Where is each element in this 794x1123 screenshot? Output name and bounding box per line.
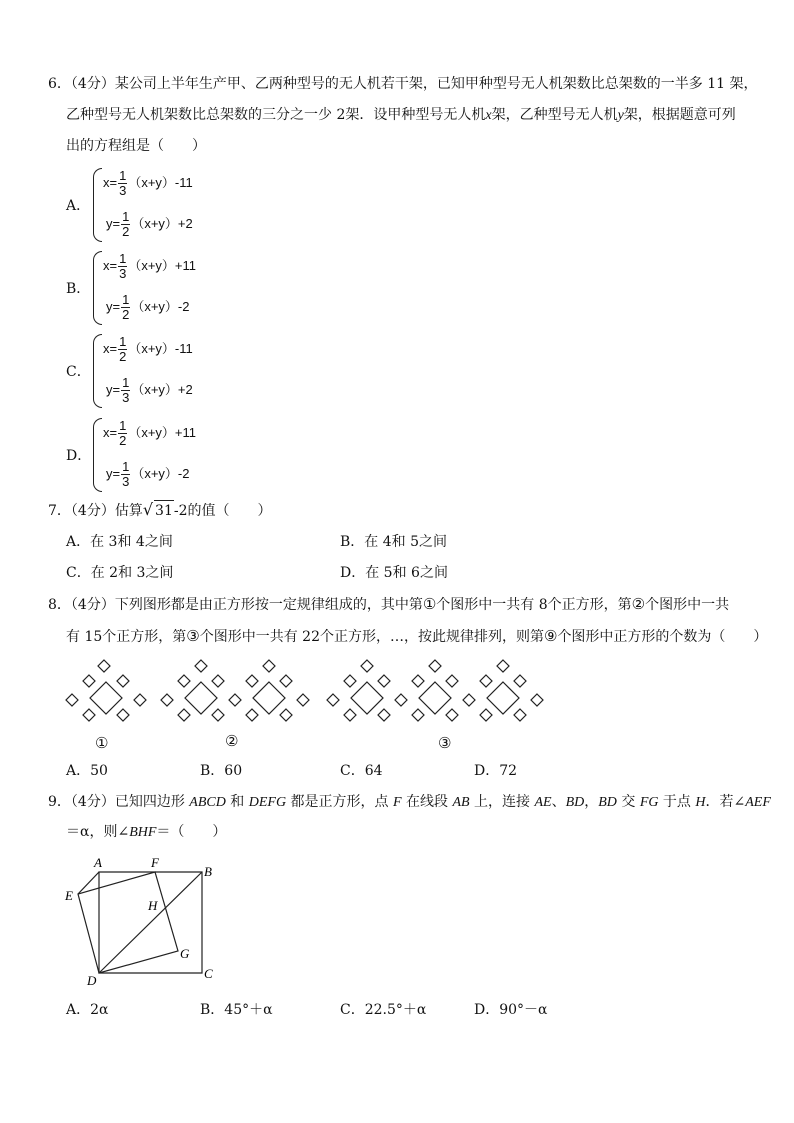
q6-option-a-letter: A．	[66, 198, 91, 214]
q6-option-c-brace	[93, 334, 102, 408]
label-h: H	[148, 898, 158, 913]
q7-option-d[interactable]: D．在 5和 6之间	[340, 565, 448, 581]
q8-pattern-3	[327, 660, 543, 721]
square-defg	[78, 872, 178, 973]
q6-line3: 出的方程组是（ ）	[66, 138, 206, 154]
q8-option-d[interactable]: D．72	[474, 763, 518, 779]
circled-9-icon: ⑨	[543, 627, 558, 645]
q6-line2-a: 乙种型号无人机架数比总架数的三分之一少 2架．设甲种型号无人机	[66, 107, 486, 123]
label-f: F	[151, 855, 159, 870]
q8-option-c[interactable]: C．64	[340, 763, 383, 779]
q9-figure	[60, 850, 240, 990]
q6-var-y: y	[617, 108, 624, 123]
q9-option-d[interactable]: D．90°－α	[474, 1002, 548, 1018]
q6-option-d-letter: D．	[66, 448, 92, 464]
q6-option-b-eq1: x= $\frac{1}{3}$ （x+y）+11	[103, 251, 197, 281]
q8-line2: 有 15个正方形，第③个图形中一共有 22个正方形，…，按此规律排列，则第⑨个图形中正方形的个数为（ ）	[66, 627, 768, 645]
q6-line2-b: 架，乙种型号无人机	[491, 107, 618, 123]
q8-option-a[interactable]: A．50	[66, 763, 108, 779]
q7-option-a[interactable]: A．在 3和 4之间	[66, 534, 173, 550]
q9-line2: ＝α，则∠BHF＝（ ）	[66, 824, 227, 840]
q7-option-c[interactable]: C．在 2和 3之间	[66, 565, 174, 581]
q9-option-a[interactable]: A．2α	[66, 1002, 109, 1018]
q7-stem	[48, 500, 272, 521]
label-c: C	[204, 966, 213, 981]
q6-option-d-eq1: x= $\frac{1}{2}$ （x+y）+11	[103, 418, 197, 448]
q6-option-b-eq2: y= $\frac{1}{2}$ （x+y）-2	[106, 292, 190, 322]
q8-figure	[0, 650, 794, 770]
q6-line1: 6．（4分）某公司上半年生产甲、乙两种型号的无人机若干架，已知甲种型号无人机架数比总架数的一半多 11 架，	[48, 76, 758, 92]
q6-option-a-brace	[93, 168, 102, 242]
label-b: B	[204, 864, 212, 879]
circled-2-icon: ②	[631, 595, 646, 613]
q8-figure-label-1: ①	[95, 734, 109, 752]
q8-pattern-1	[66, 660, 146, 721]
q9-option-b[interactable]: B．45°＋α	[200, 1002, 273, 1018]
q6-option-c-eq1: x= $\frac{1}{2}$ （x+y）-11	[103, 334, 193, 364]
q9-line1: 9．（4分）已知四边形 ABCD 和 DEFG 都是正方形，点 F 在线段 AB 上，连接 AE、BD，BD 交 FG 于点 H．若∠AEF	[48, 794, 771, 810]
q6-line2	[66, 105, 736, 126]
q6-option-d-brace	[93, 418, 102, 492]
q8-option-b[interactable]: B．60	[200, 763, 243, 779]
label-a: A	[94, 855, 102, 870]
q6-option-b-brace	[93, 251, 102, 325]
q6-option-b-letter: B．	[66, 281, 91, 297]
q6-var-x: x	[485, 108, 492, 123]
q8-figure-label-2: ②	[225, 732, 239, 750]
q6-option-c-eq2: y= $\frac{1}{3}$ （x+y）+2	[106, 375, 193, 405]
circled-3-icon: ③	[186, 627, 200, 645]
q6-option-c-letter: C．	[66, 364, 91, 380]
sqrt-sign-icon: √	[142, 500, 154, 519]
circled-1-icon: ①	[422, 595, 437, 613]
q7-stem-b: -2的值（ ）	[173, 503, 272, 519]
label-d: D	[87, 973, 97, 988]
q8-pattern-2	[161, 660, 309, 721]
q6-option-a-eq1: x= $\frac{1}{3}$ （x+y）-11	[103, 168, 193, 198]
q7-radicand: 31	[154, 500, 174, 521]
q6-line2-c: 架，根据题意可列	[623, 107, 736, 123]
q8-line1: 8．（4分）下列图形都是由正方形按一定规律组成的，其中第①个图形中一共有 8个正方形，第②个图形中一共	[48, 595, 730, 613]
q7-option-b[interactable]: B．在 4和 5之间	[340, 534, 448, 550]
q6-option-a-eq2: y= $\frac{1}{2}$ （x+y）+2	[106, 209, 193, 239]
q9-option-c[interactable]: C．22.5°＋α	[340, 1002, 427, 1018]
q6-option-d-eq2: y= $\frac{1}{3}$ （x+y）-2	[106, 459, 190, 489]
q8-figure-label-3: ③	[438, 734, 452, 752]
q7-stem-a: 7．（4分）估算	[48, 503, 143, 519]
label-g: G	[180, 946, 190, 961]
label-e: E	[65, 888, 73, 903]
